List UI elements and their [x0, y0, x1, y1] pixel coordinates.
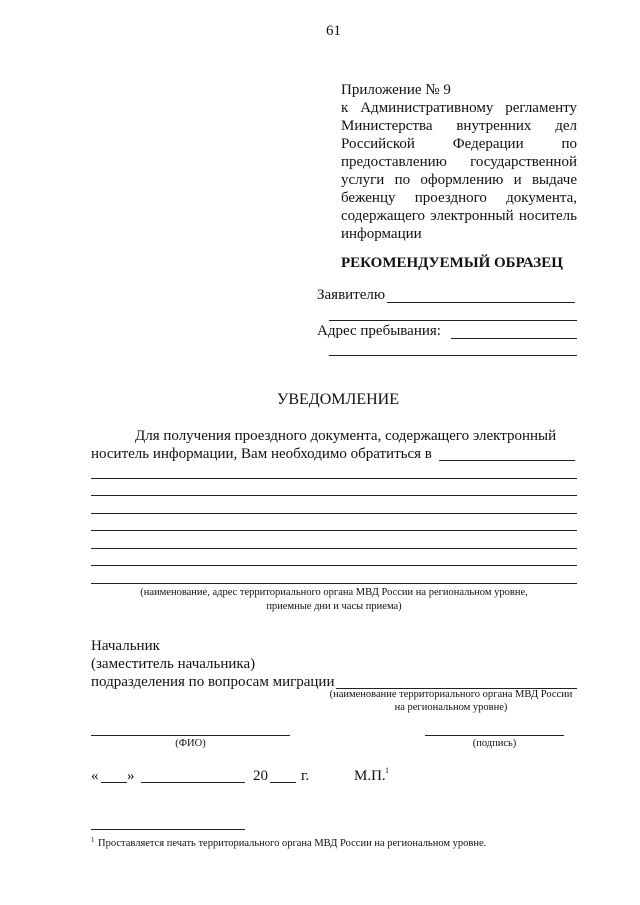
page-number: 61: [326, 23, 341, 39]
fio-field-line: [91, 735, 290, 736]
deputy-label: (заместитель начальника): [91, 656, 256, 672]
blank-line: [91, 513, 577, 514]
appendix-line: услуги по оформлению и выдаче: [341, 172, 577, 188]
year-suffix: г.: [301, 768, 310, 784]
notice-body-line: Для получения проездного документа, содержащего электронный: [135, 428, 557, 444]
footnote-number: 1: [91, 836, 95, 844]
appendix-line: Российской Федерации по: [341, 136, 577, 152]
department-caption-line: на региональном уровне): [394, 702, 508, 713]
signature-field-line: [425, 735, 564, 736]
recommended-sample-label: РЕКОМЕНДУЕМЫЙ ОБРАЗЕЦ: [341, 255, 563, 271]
signature-caption: (подпись): [472, 738, 517, 749]
notice-title: УВЕДОМЛЕНИЕ: [277, 391, 399, 408]
address-label: Адрес пребывания:: [317, 323, 441, 339]
seal-footnote-mark: 1: [385, 766, 389, 775]
appendix-line: к Административному регламенту: [341, 100, 577, 116]
department-label: подразделения по вопросам миграции: [91, 674, 335, 690]
blank-line: [91, 583, 577, 584]
year-prefix: 20: [253, 768, 268, 784]
organ-caption-line: (наименование, адрес территориального органа МВД России на региональном уровне,: [140, 587, 528, 598]
appendix-line: Министерства внутренних дел: [341, 118, 577, 134]
appendix-line: предоставлению государственной: [341, 154, 577, 170]
date-quote-close: »: [127, 768, 135, 784]
department-caption-line: (наименование территориального органа МВД России: [329, 689, 573, 700]
applicant-field-line-2: [329, 320, 577, 321]
notice-field-line: [439, 460, 575, 461]
blank-line: [91, 565, 577, 566]
chief-label: Начальник: [91, 638, 160, 654]
appendix-line: информации: [341, 226, 422, 242]
seal-label: М.П.: [354, 768, 386, 784]
footnote-text: Проставляется печать территориального органа МВД России на региональном уровне.: [98, 838, 487, 849]
footnote-separator: [91, 829, 245, 830]
address-field-line-2: [329, 355, 577, 356]
organ-caption-line: приемные дни и часы приема): [266, 601, 402, 612]
blank-line: [91, 530, 577, 531]
day-field-line: [101, 782, 127, 783]
applicant-label: Заявителю: [317, 287, 386, 303]
date-quote-open: «: [91, 768, 99, 784]
appendix-line: содержащего электронный носитель: [341, 208, 577, 224]
fio-caption: (ФИО): [175, 738, 206, 749]
applicant-field-line: [387, 302, 575, 303]
year-field-line: [270, 782, 296, 783]
notice-body-line: носитель информации, Вам необходимо обратиться в: [91, 446, 432, 462]
blank-line: [91, 548, 577, 549]
month-field-line: [141, 782, 245, 783]
address-field-line: [451, 338, 577, 339]
appendix-title: Приложение № 9: [341, 82, 451, 98]
appendix-line: беженцу проездного документа,: [341, 190, 577, 206]
blank-line: [91, 495, 577, 496]
blank-line: [91, 478, 577, 479]
